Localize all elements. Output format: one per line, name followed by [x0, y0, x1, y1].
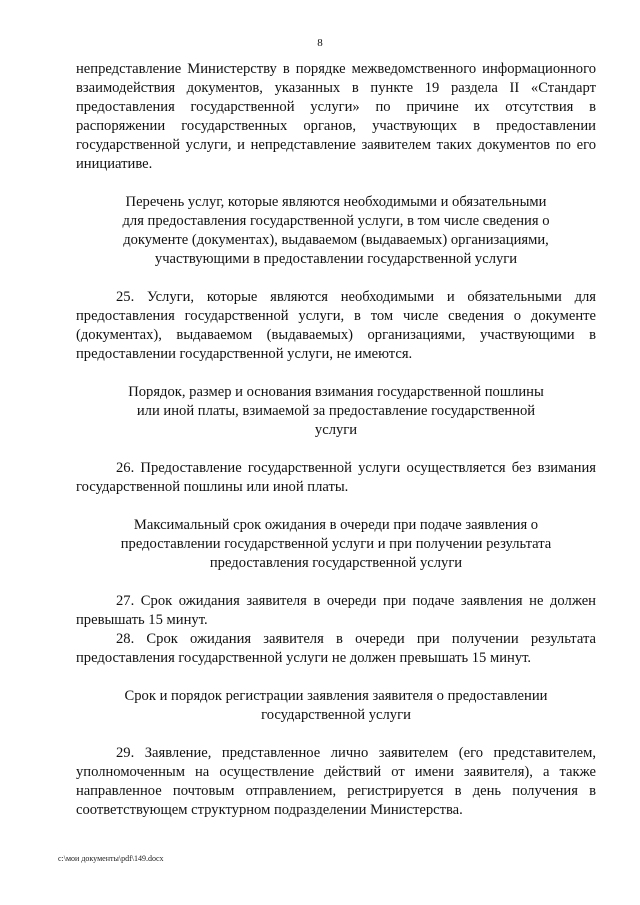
paragraph-29: 29. Заявление, представленное лично заявителем (его представителем, уполномоченным на осуществление действий от имени заявителя), а также направленное почтовым отправлением, регистрируется в день получения в соответствующем структурном подразделении Министерства.	[76, 745, 596, 818]
paragraph-26: 26. Предоставление государственной услуги осуществляется без взимания государственной пошлины или иной платы.	[76, 460, 596, 495]
section-heading-queue-time: Максимальный срок ожидания в очереди при подаче заявления о предоставлении государственной услуги и при получении результата предоставления государственной услуги	[120, 517, 552, 571]
continuation-paragraph: непредставление Министерству в порядке межведомственного информационного взаимодействия документов, указанных в пункте 19 раздела II «Стандарт предоставления государственной услуги» по причине их отсутствия в распоряжении государственных органов, участвующих в предоставлении государственной услуги, и непредставление заявителем таких документов по его инициативе.	[76, 61, 596, 172]
section-heading-registration: Срок и порядок регистрации заявления заявителя о предоставлении государственной услуги	[124, 688, 548, 723]
page-body	[76, 60, 596, 820]
section-heading-state-duty: Порядок, размер и основания взимания государственной пошлины или иной платы, взимаемой за предоставление государственной услуги	[128, 384, 544, 438]
footer-file-path: c:\мои документы\pdf\149.docx	[58, 854, 164, 863]
paragraph-27: 27. Срок ожидания заявителя в очереди при подаче заявления не должен превышать 15 минут.	[76, 593, 596, 628]
page-number: 8	[317, 37, 323, 49]
paragraph-25: 25. Услуги, которые являются необходимыми и обязательными для предоставления государственной услуги, в том числе сведения о документе (документах), выдаваемом (выдаваемых) организациями, участвующими в предоставлении государственной услуги, не имеются.	[76, 289, 596, 362]
section-heading-services-list: Перечень услуг, которые являются необходимыми и обязательными для предоставления государственной услуги, в том числе сведения о документе (документах), выдаваемом (выдаваемых) организациями, участвующими в предоставлении государственной услуги	[122, 194, 550, 267]
paragraph-28: 28. Срок ожидания заявителя в очереди при получении результата предоставления государственной услуги не должен превышать 15 минут.	[76, 631, 596, 666]
